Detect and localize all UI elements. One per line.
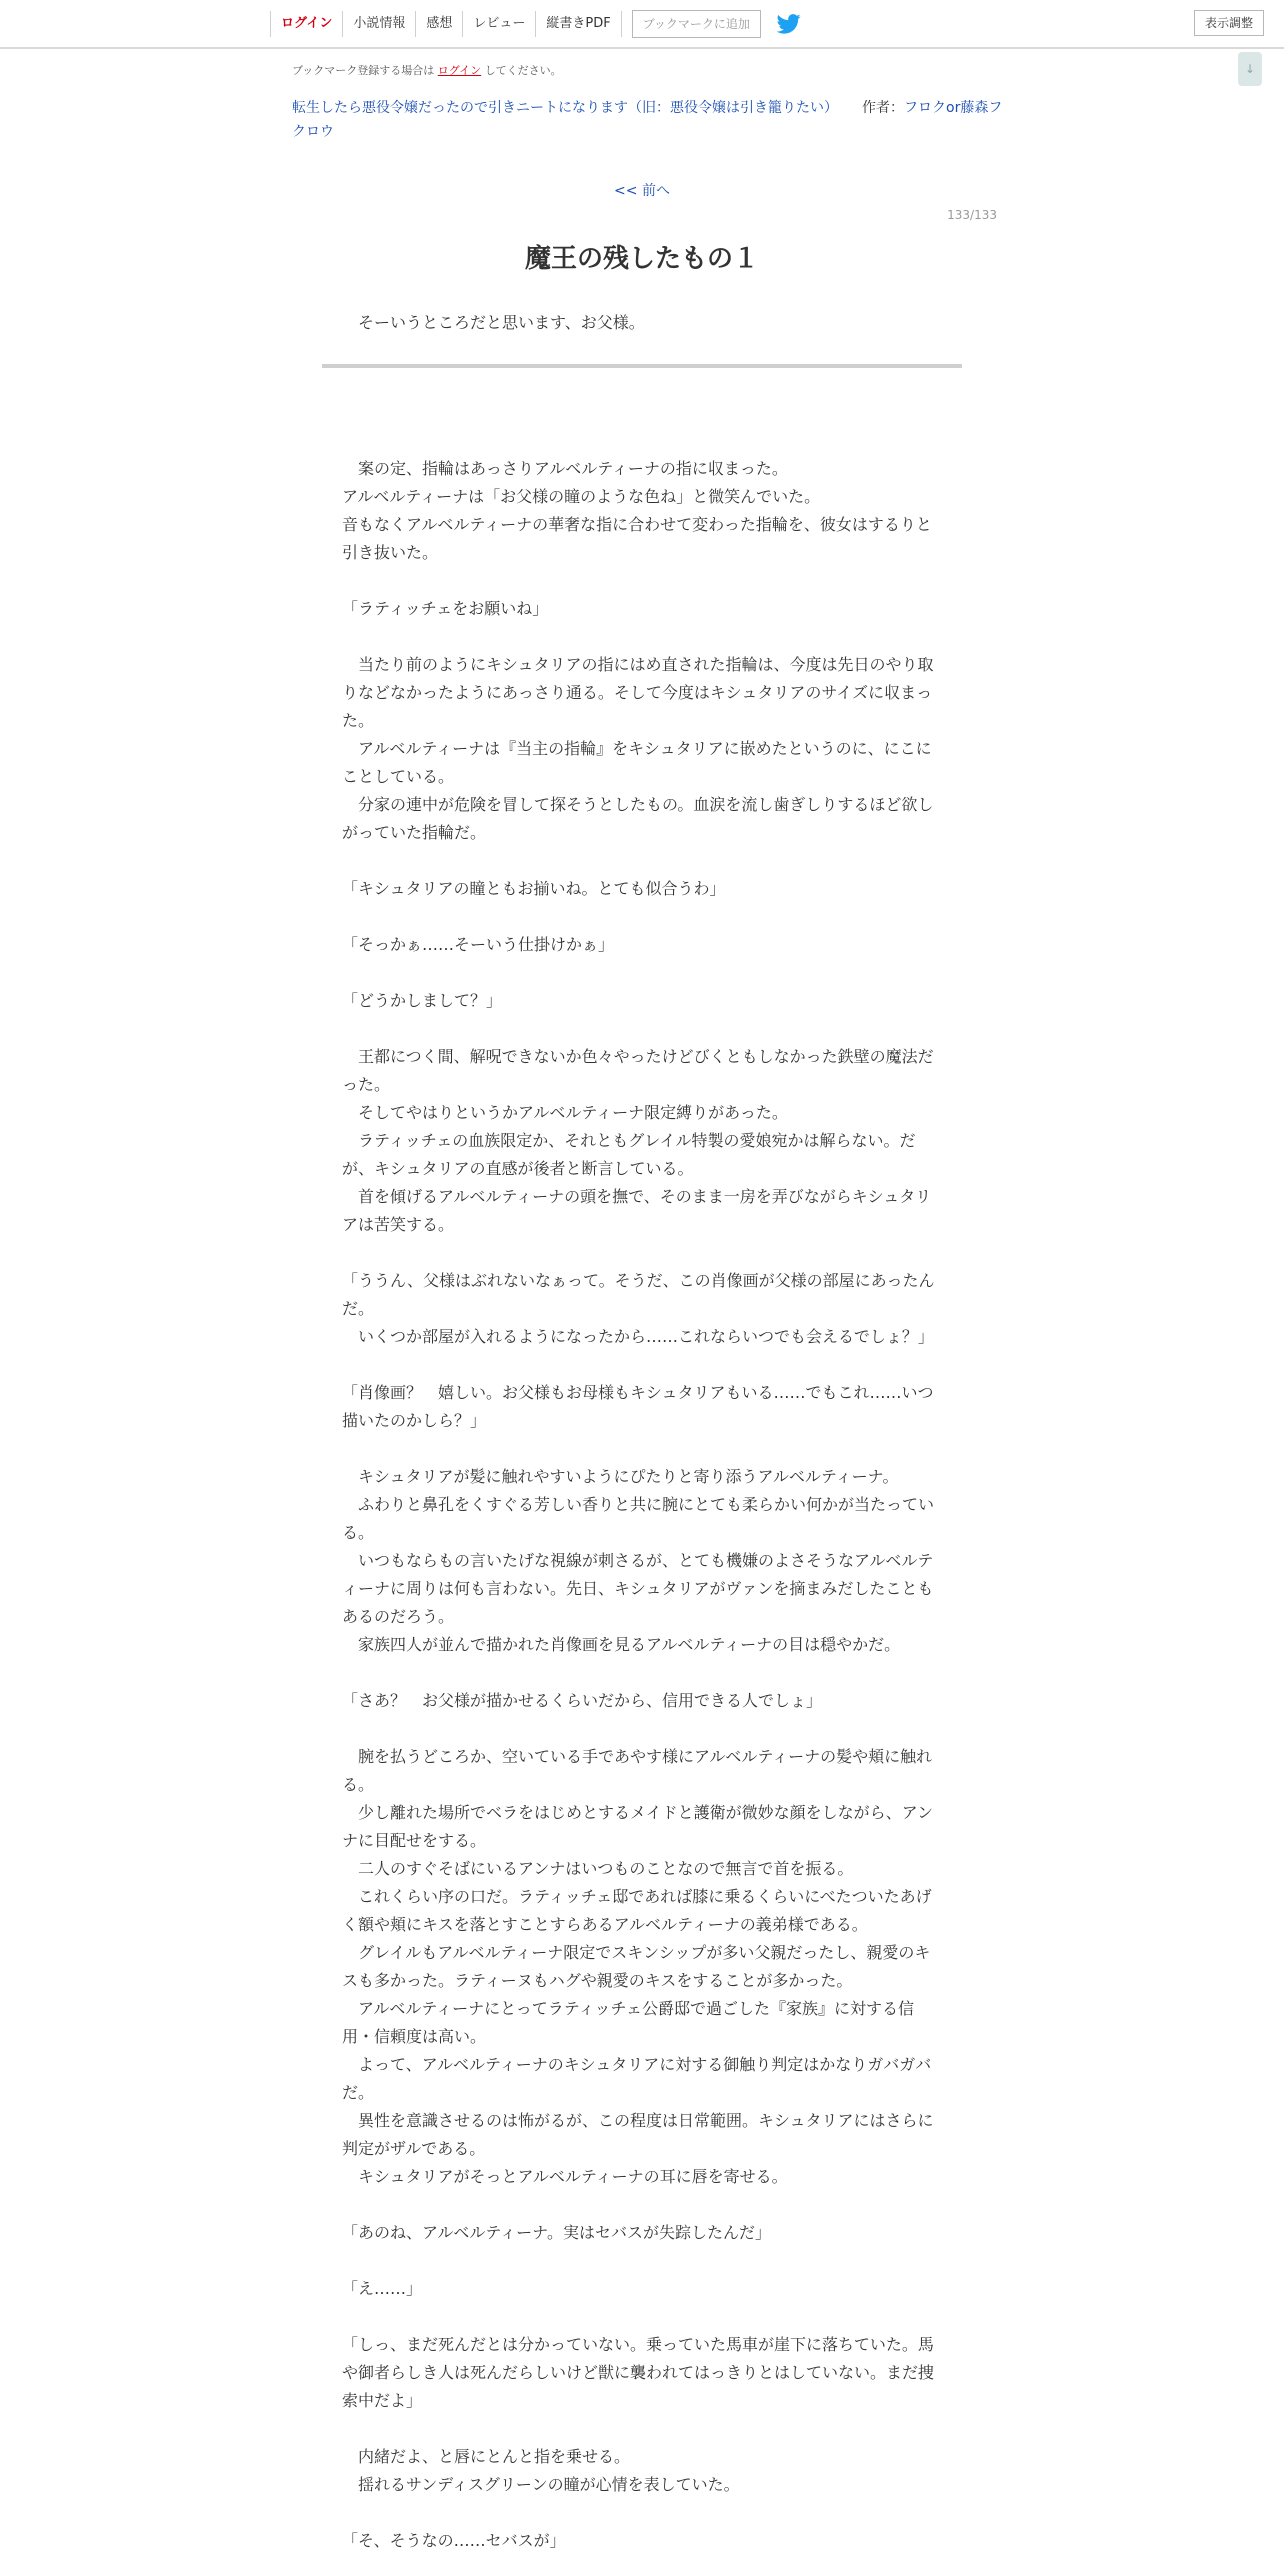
body-paragraph: 少し離れた場所でベラをはじめとするメイドと護衛が微妙な顔をしながら、アンナに目配せをする。 [342, 1803, 934, 1850]
blank-line [342, 2191, 942, 2219]
body-paragraph: 家族四人が並んで描かれた肖像画を見るアルベルティーナの目は穏やかだ。 [342, 1635, 901, 1654]
nav-review-link[interactable]: レビュー [463, 11, 536, 37]
bookmark-note-prefix: ブックマーク登録する場合は [292, 64, 435, 77]
body-paragraph: 腕を払うどころか、空いている手であやす様にアルベルティーナの髪や頬に触れる。 [342, 1747, 933, 1794]
chapter-page-count: 133/133 [947, 208, 997, 222]
body-paragraph: アルベルティーナは『当主の指輪』をキシュタリアに嵌めたというのに、にこにことしている。 [342, 739, 932, 786]
novel-series-header [292, 96, 1012, 144]
scroll-down-tab[interactable]: ↓ [1238, 52, 1262, 86]
body-paragraph: アルベルティーナにとってラティッチェ公爵邸で過ごした『家族』に対する信用・信頼度は高い。 [342, 1999, 915, 2046]
blank-line [342, 2303, 942, 2331]
body-paragraph: 異性を意識させるのは怖がるが、この程度は日常範囲。キシュタリアにはさらに判定がザルである。 [342, 2111, 934, 2158]
body-paragraph: 音もなくアルベルティーナの華奢な指に合わせて変わった指輪を、彼女はするりと引き抜いた。 [342, 515, 932, 562]
chapter-title: 魔王の残したもの１ [524, 244, 759, 274]
blank-line [342, 1435, 942, 1463]
body-paragraph: 「そっかぁ……そーいう仕掛けかぁ」 [342, 935, 615, 954]
body-paragraph: 「キシュタリアの瞳ともお揃いね。とても似合うわ」 [342, 879, 726, 898]
main-nav [270, 11, 801, 37]
blank-line [342, 2415, 942, 2443]
blank-line [342, 1351, 942, 1379]
author-label: 作者： [862, 100, 904, 116]
body-paragraph: 王都につく間、解呪できないか色々やったけどびくともしなかった鉄壁の魔法だった。 [342, 1047, 934, 1094]
body-paragraph: キシュタリアが髪に触れやすいようにぴたりと寄り添うアルベルティーナ。 [342, 1467, 899, 1486]
blank-line [342, 1015, 942, 1043]
nav-novel-info-link[interactable]: 小説情報 [343, 11, 416, 37]
blank-line [342, 2499, 942, 2527]
body-paragraph: 「さあ？ お父様が描かせるくらいだから、信用できる人でしょ」 [342, 1691, 823, 1710]
prev-chapter-link[interactable]: << 前へ [614, 183, 670, 199]
blank-line [342, 1715, 942, 1743]
blank-line [342, 903, 942, 931]
body-paragraph: アルベルティーナは「お父様の瞳のような色ね」と微笑んでいた。 [342, 487, 821, 506]
body-paragraph: いくつか部屋が入れるようになったから……これならいつでも会えるでしょ？」 [342, 1327, 934, 1346]
preface-divider [322, 364, 962, 368]
blank-line [342, 567, 942, 595]
novel-title-link[interactable]: 転生したら悪役令嬢だったので引きニートになります（旧：悪役令嬢は引き籠りたい） [292, 100, 838, 116]
body-paragraph: そしてやはりというかアルベルティーナ限定縛りがあった。 [342, 1103, 788, 1122]
body-paragraph: 「ううん、父様はぶれないなぁって。そうだ、この肖像画が父様の部屋にあったんだ。 [342, 1271, 935, 1318]
body-paragraph: グレイルもアルベルティーナ限定でスキンシップが多い父親だったし、親愛のキスも多かった。ラティーヌもハグや親愛のキスをすることが多かった。 [342, 1943, 931, 1990]
body-paragraph: いつもならもの言いたげな視線が刺さるが、とても機嫌のよさそうなアルベルティーナに周りは何も言わない。先日、キシュタリアがヴァンを摘まみだしたこともあるのだろう。 [342, 1551, 934, 1626]
prev-chapter-nav [0, 180, 1284, 200]
body-paragraph: 分家の連中が危険を冒して探そうとしたもの。血涙を流し歯ぎしりするほど欲しがっていた指輪だ。 [342, 795, 934, 842]
body-paragraph: キシュタリアがそっとアルベルティーナの耳に唇を寄せる。 [342, 2167, 788, 2186]
body-paragraph: ふわりと鼻孔をくすぐる芳しい香りと共に腕にとても柔らかい何かが当たっている。 [342, 1495, 935, 1542]
body-paragraph: 「え……」 [342, 2279, 423, 2298]
blank-line [342, 1239, 942, 1267]
display-settings-button[interactable]: 表示調整 [1194, 10, 1264, 36]
body-paragraph: 「ラティッチェをお願いね」 [342, 599, 549, 618]
author-link[interactable]: フロクor藤森フクロウ [292, 100, 1003, 140]
bookmark-note-suffix: してください。 [484, 64, 562, 77]
nav-login-link[interactable]: ログイン [271, 11, 343, 37]
chapter-body-text [342, 455, 942, 2555]
body-paragraph: 首を傾げるアルベルティーナの頭を撫で、そのまま一房を弄びながらキシュタリアは苦笑する。 [342, 1187, 932, 1234]
top-navigation-bar [0, 0, 1284, 49]
body-paragraph: 案の定、指輪はあっさりアルベルティーナの指に収まった。 [342, 459, 788, 478]
twitter-bird-icon[interactable] [777, 14, 801, 34]
blank-line [342, 623, 942, 651]
body-paragraph: 「しっ、まだ死んだとは分かっていない。乗っていた馬車が崖下に落ちていた。馬や御者らしき人は死んだらしいけど獣に襲われてはっきりとはしていない。まだ捜索中だよ」 [342, 2335, 935, 2410]
add-bookmark-button[interactable]: ブックマークに追加 [632, 10, 761, 38]
blank-line [342, 1659, 942, 1687]
body-paragraph: 揺れるサンディスグリーンの瞳が心情を表していた。 [342, 2475, 740, 2494]
body-paragraph: 「あのね、アルベルティーナ。実はセバスが失踪したんだ」 [342, 2223, 771, 2242]
body-paragraph: 「肖像画？ 嬉しい。お父様もお母様もキシュタリアもいる……でもこれ……いつ描いたのかしら？」 [342, 1383, 934, 1430]
chapter-preface: そーいうところだと思います、お父様。 [358, 313, 645, 332]
nav-impressions-link[interactable]: 感想 [416, 11, 463, 37]
bookmark-note-login-link[interactable]: ログイン [437, 64, 482, 77]
bookmark-login-note [292, 62, 562, 78]
body-paragraph: 二人のすぐそばにいるアンナはいつものことなので無言で首を振る。 [342, 1859, 854, 1878]
body-paragraph: これくらい序の口だ。ラティッチェ邸であれば膝に乗るくらいにべたついたあげく額や頬にキスを落とすことすらあるアルベルティーナの義弟様である。 [342, 1887, 932, 1934]
body-paragraph: 内緒だよ、と唇にとんと指を乗せる。 [342, 2447, 631, 2466]
blank-line [342, 959, 942, 987]
body-paragraph: よって、アルベルティーナのキシュタリアに対する御触り判定はかなりガバガバだ。 [342, 2055, 932, 2102]
body-paragraph: 「どうかしまして？」 [342, 991, 503, 1010]
blank-line [342, 847, 942, 875]
body-paragraph: ラティッチェの血族限定か、それともグレイル特製の愛娘宛かは解らない。だが、キシュタリアの直感が後者と断言している。 [342, 1131, 916, 1178]
body-paragraph: 「そ、そうなの……セバスが」 [342, 2531, 566, 2550]
blank-line [342, 2247, 942, 2275]
nav-vertical-pdf-link[interactable]: 縦書きPDF [536, 11, 621, 37]
body-paragraph: 当たり前のようにキシュタリアの指にはめ直された指輪は、今度は先日のやり取りなどなかったようにあっさり通る。そして今度はキシュタリアのサイズに収まった。 [342, 655, 934, 730]
